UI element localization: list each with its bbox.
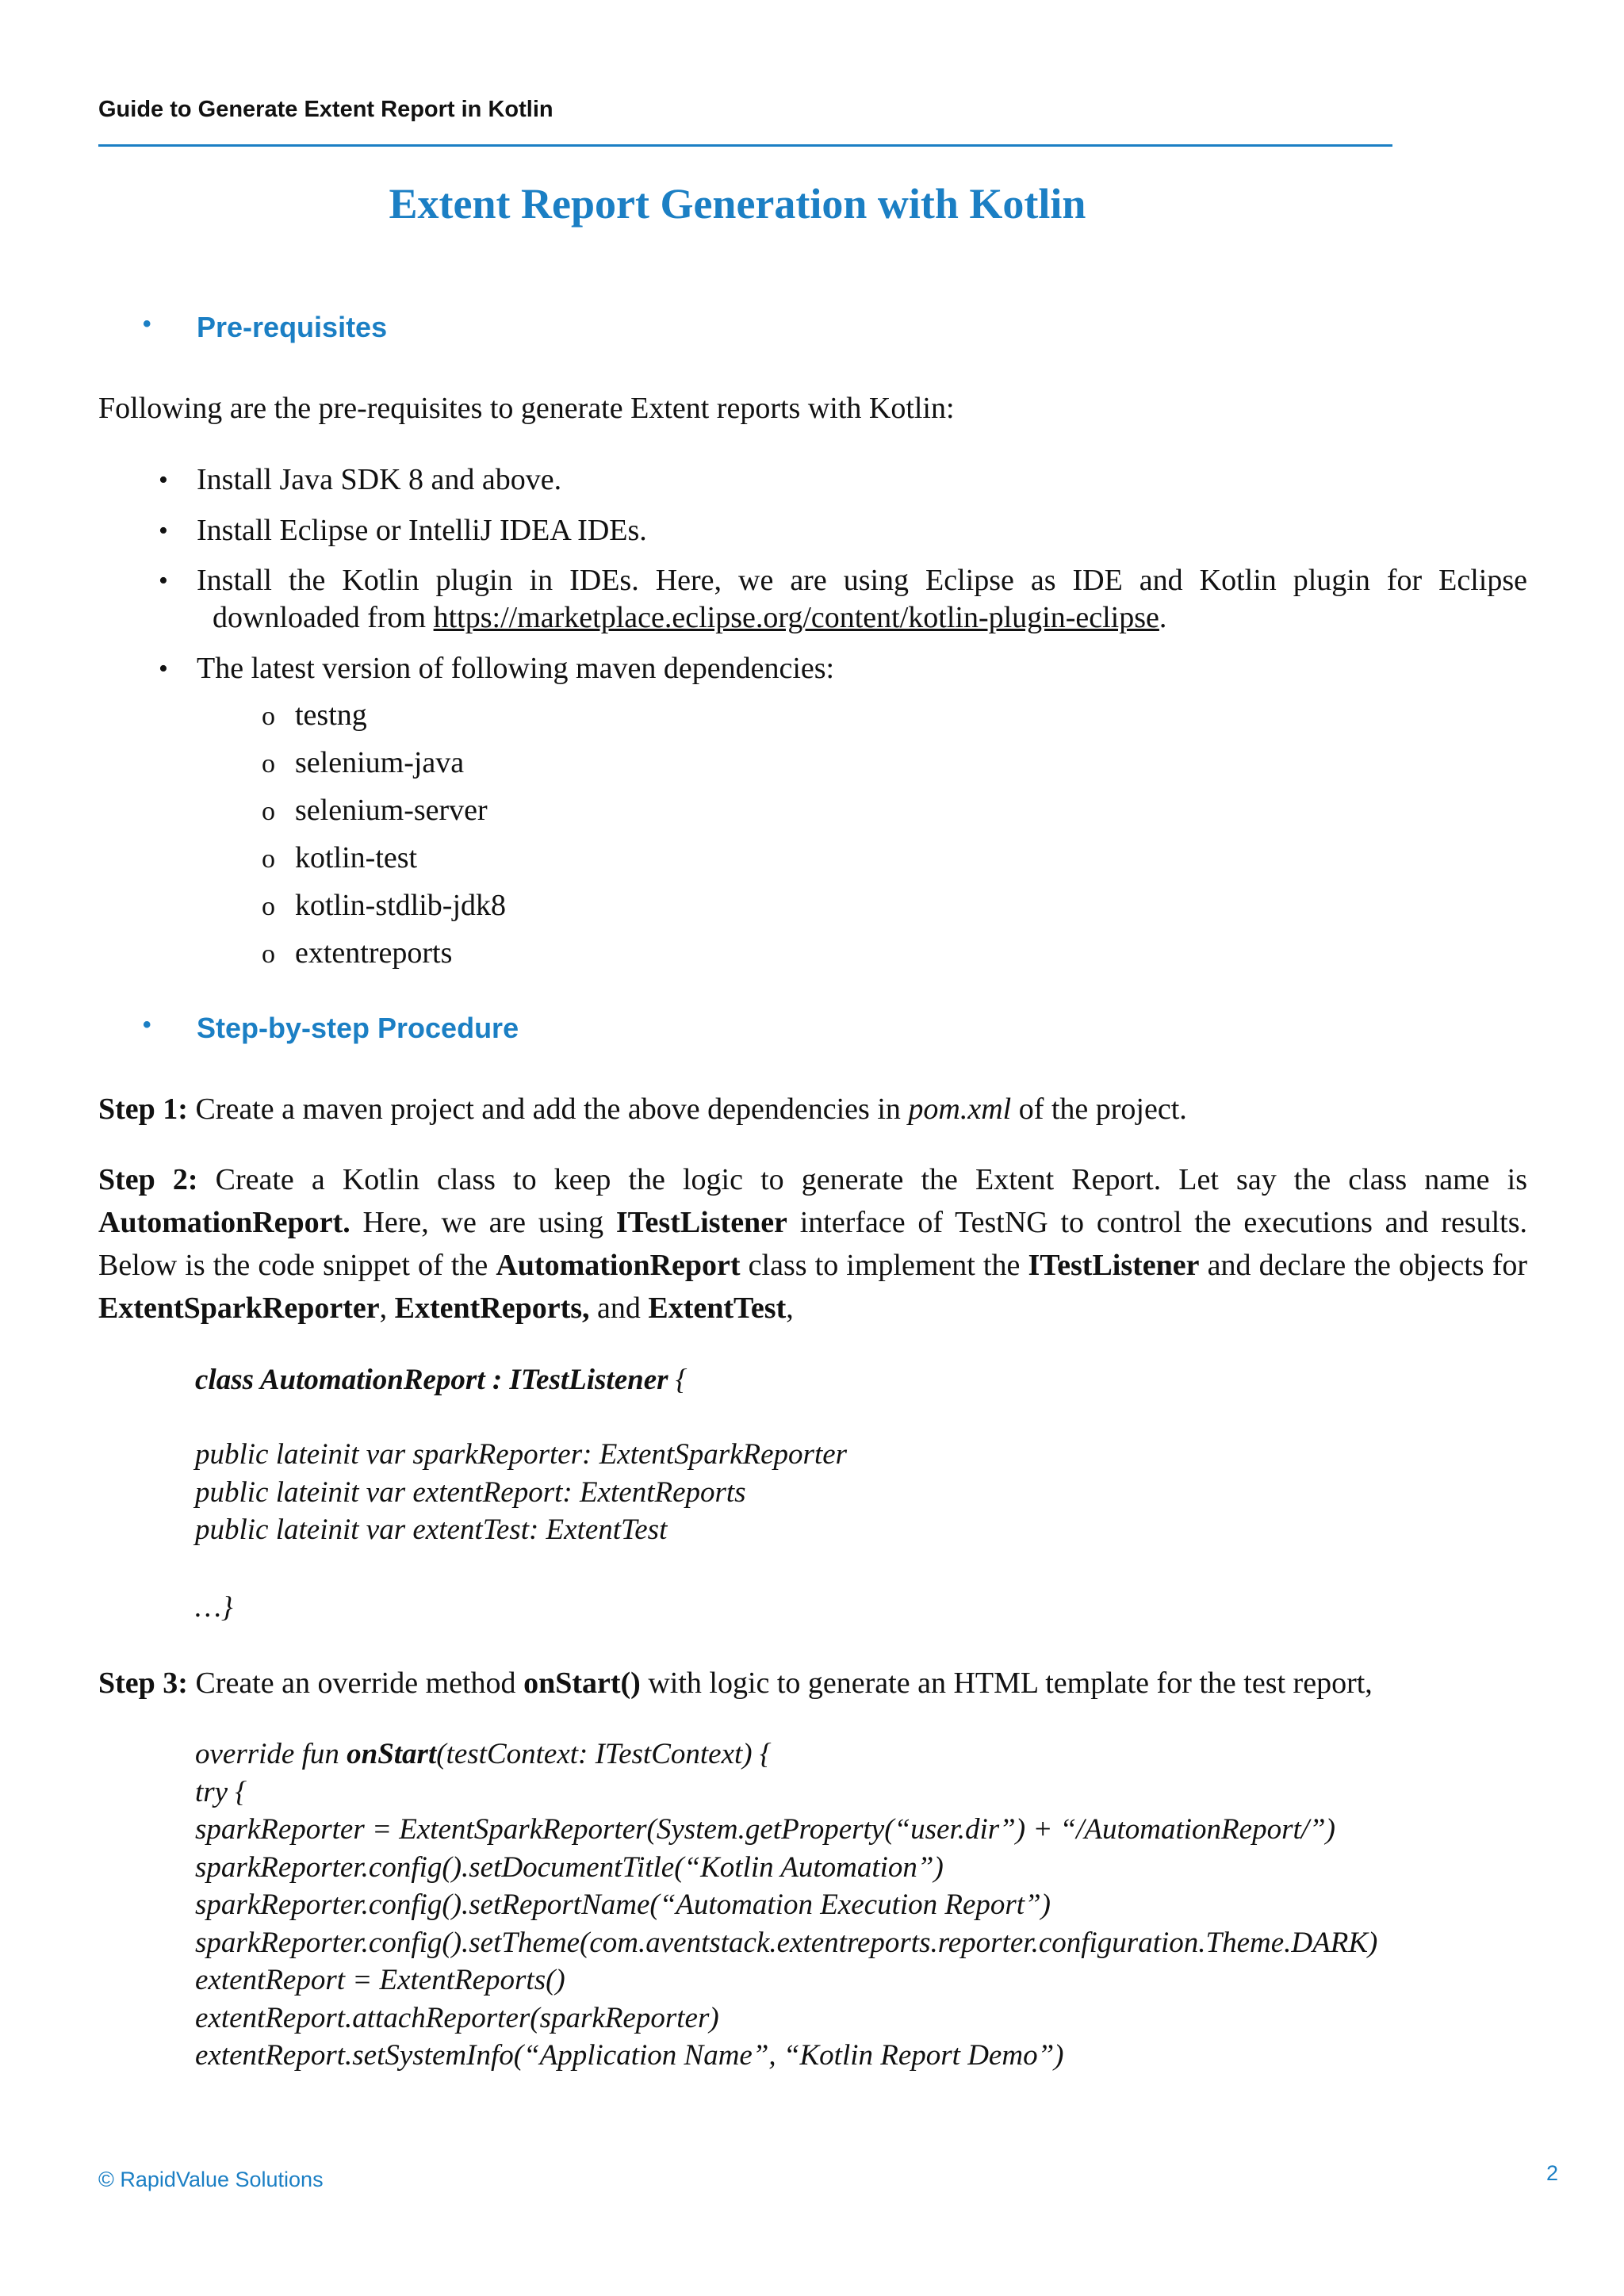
interface-name: ITestListener xyxy=(615,1206,787,1239)
object-name: ExtentReports, xyxy=(394,1292,590,1325)
bullet-icon: • xyxy=(159,654,168,683)
step-3-paragraph xyxy=(98,1662,1527,1705)
dependency-name: kotlin-test xyxy=(295,841,418,874)
code-line: sparkReporter.config().setReportName(“Automation Execution Report”) xyxy=(195,1888,1051,1921)
code-declaration: class AutomationReport : ITestListener xyxy=(195,1364,668,1396)
circle-bullet-icon: o xyxy=(262,844,275,874)
dependency-name: extentreports xyxy=(295,936,453,970)
dependency-item xyxy=(262,696,367,736)
code-line: sparkReporter = ExtentSparkReporter(System.getProperty(“user.dir”) + “/AutomationReport/”) xyxy=(195,1813,1335,1846)
separator: , xyxy=(379,1292,395,1325)
circle-bullet-icon: o xyxy=(262,892,275,921)
step-2-label: Step 2: xyxy=(98,1163,198,1196)
dependency-name: kotlin-stdlib-jdk8 xyxy=(295,889,506,922)
dependency-item xyxy=(262,839,417,878)
code-line: extentReport = ExtentReports() xyxy=(195,1964,565,1996)
object-name: ExtentSparkReporter xyxy=(98,1292,380,1325)
circle-bullet-icon: o xyxy=(262,797,275,826)
circle-bullet-icon: o xyxy=(262,749,275,779)
circle-bullet-icon: o xyxy=(262,702,275,731)
document-title: Extent Report Generation with Kotlin xyxy=(389,180,1086,228)
pom-file-name: pom.xml xyxy=(908,1093,1012,1126)
prereq-intro: Following are the pre-requisites to generate Extent reports with Kotlin: xyxy=(98,392,955,425)
step-2-paragraph xyxy=(98,1158,1527,1330)
list-item-text: Install Java SDK 8 and above. xyxy=(197,463,562,496)
step-1-label: Step 1: xyxy=(98,1093,188,1126)
code-method: onStart xyxy=(347,1738,437,1770)
header-title: Guide to Generate Extent Report in Kotlin xyxy=(98,97,553,122)
object-name: ExtentTest xyxy=(648,1292,787,1325)
list-item-text: Install the Kotlin plugin in IDEs. Here, we are using Eclipse as IDE and Kotlin plugin for Eclipse xyxy=(197,564,1527,597)
list-item xyxy=(159,562,1527,637)
list-item xyxy=(159,650,1527,687)
code-line: public lateinit var sparkReporter: ExtentSparkReporter xyxy=(195,1438,848,1471)
header-divider xyxy=(98,144,1392,147)
step-1-paragraph xyxy=(98,1088,1527,1131)
procedure-heading-label: Step-by-step Procedure xyxy=(197,1012,519,1044)
list-item-continuation xyxy=(213,599,1527,637)
step-1-text: Create a maven project and add the above dependencies in xyxy=(187,1093,909,1126)
code-class-declaration xyxy=(195,1361,688,1399)
step-2-text: Create a Kotlin class to keep the logic to generate the Extent Report. Let say the class name is xyxy=(197,1163,1527,1196)
bullet-icon: • xyxy=(159,516,168,545)
dependency-name: selenium-java xyxy=(295,746,465,779)
step-2-text: and declare the objects for xyxy=(1199,1249,1527,1282)
bullet-icon: • xyxy=(159,465,168,495)
separator: , xyxy=(786,1292,794,1325)
code-block-1 xyxy=(195,1436,847,1549)
dependency-item xyxy=(262,744,464,783)
bullet-dot-icon: • xyxy=(143,311,151,337)
code-line: extentReport.attachReporter(sparkReporter) xyxy=(195,2001,719,2034)
list-item xyxy=(159,512,1527,549)
code-keyword: override fun xyxy=(195,1738,347,1770)
method-name: onStart() xyxy=(523,1667,641,1700)
circle-bullet-icon: o xyxy=(262,939,275,969)
class-name: AutomationReport xyxy=(496,1249,741,1282)
dependency-item xyxy=(262,791,488,831)
step-3-text-end: with logic to generate an HTML template for the test report, xyxy=(640,1667,1373,1700)
step-2-text: class to implement the xyxy=(740,1249,1028,1282)
code-line: public lateinit var extentTest: ExtentTest xyxy=(195,1513,668,1546)
dependency-name: selenium-server xyxy=(295,794,488,827)
step-1-text-end: of the project. xyxy=(1011,1093,1187,1126)
code-line: sparkReporter.config().setDocumentTitle(“Kotlin Automation”) xyxy=(195,1850,944,1884)
list-item xyxy=(159,461,1527,499)
code-line: sparkReporter.config().setTheme(com.aventstack.extentreports.reporter.configuration.Theme.DARK) xyxy=(195,1926,1378,1959)
dependency-item xyxy=(262,886,506,926)
cont-prefix: downloaded from xyxy=(213,601,434,634)
dependency-name: testng xyxy=(295,698,367,732)
bullet-icon: • xyxy=(159,566,168,595)
footer-copyright: © RapidValue Solutions xyxy=(98,2168,324,2191)
code-params: (testContext: ITestContext) { xyxy=(436,1738,772,1770)
step-3-label: Step 3: xyxy=(98,1667,188,1700)
step-2-text: interface of TestNG to control the executions and results. Below is the code snippet of the xyxy=(98,1206,1527,1282)
bullet-dot-icon: • xyxy=(143,1012,151,1038)
plugin-download-link[interactable]: https://marketplace.eclipse.org/content/kotlin-plugin-eclipse xyxy=(433,601,1159,634)
page-number: 2 xyxy=(1546,2161,1559,2185)
code-line: public lateinit var extentReport: ExtentReports xyxy=(195,1475,746,1509)
cont-suffix: . xyxy=(1159,601,1167,634)
code-line: extentReport.setSystemInfo(“Application Name”, “Kotlin Report Demo”) xyxy=(195,2039,1064,2072)
list-item-text: Install Eclipse or IntelliJ IDEA IDEs. xyxy=(197,514,647,547)
code-line: try { xyxy=(195,1775,247,1808)
separator: and xyxy=(589,1292,649,1325)
list-item-text: The latest version of following maven dependencies: xyxy=(197,652,835,685)
code-signature xyxy=(195,1735,1377,1774)
prereq-heading-label: Pre-requisites xyxy=(197,311,388,343)
code-brace: { xyxy=(668,1364,688,1396)
step-3-text: Create an override method xyxy=(187,1667,524,1700)
code-block-2 xyxy=(195,1735,1377,2075)
class-name: AutomationReport. xyxy=(98,1206,350,1239)
step-2-text: Here, we are using xyxy=(350,1206,616,1239)
code-closing: …} xyxy=(195,1591,233,1624)
interface-name: ITestListener xyxy=(1028,1249,1200,1282)
dependency-item xyxy=(262,934,452,974)
